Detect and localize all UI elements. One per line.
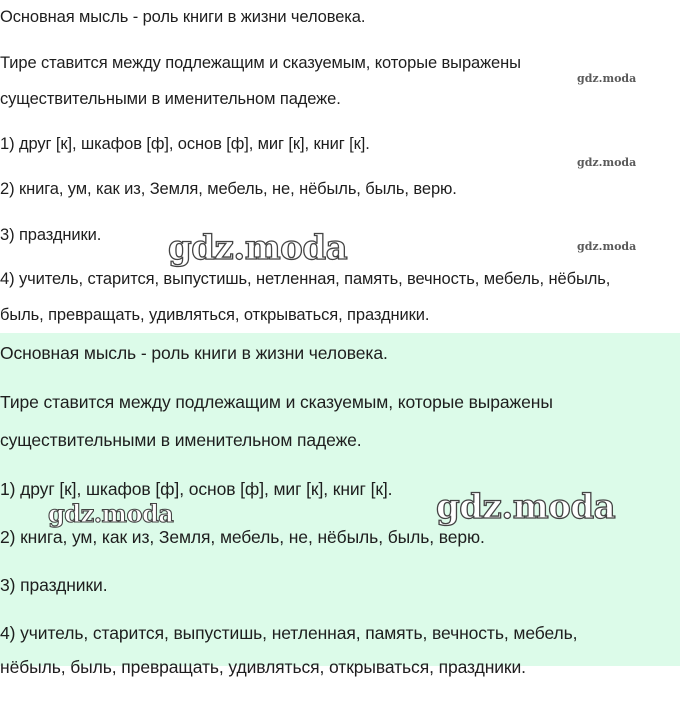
watermark-large: gdz.moda: [436, 487, 616, 527]
watermark-small: gdz.moda: [577, 156, 637, 169]
answer-item-3: 3) праздники.: [0, 575, 108, 595]
answer-item-3: 3) праздники.: [0, 226, 102, 244]
answer-block-1: [0, 0, 680, 333]
answer-item-2: 2) книга, ум, как из, Земля, мебель, не, нёбыль, быль, верю.: [0, 180, 457, 198]
main-idea-line: Основная мысль - роль книги в жизни человека.: [0, 8, 366, 26]
watermark-large: gdz.moda: [168, 228, 348, 268]
answer-item-4: 4) учитель, старится, выпустишь, нетленная, память, вечность, мебель, нёбыль,: [0, 270, 611, 288]
watermark-small: gdz.moda: [577, 72, 637, 85]
dash-rule-line: Тире ставится между подлежащим и сказуемым, которые выражены: [0, 54, 521, 72]
answer-item-4: 4) учитель, старится, выпустишь, нетленная, память, вечность, мебель,: [0, 623, 578, 643]
answer-item-1: 1) друг [к], шкафов [ф], основ [ф], миг [к], книг [к].: [0, 479, 393, 499]
main-idea-line: Основная мысль - роль книги в жизни человека.: [0, 343, 388, 363]
answer-item-4-cont: нёбыль, быль, превращать, удивляться, открываться, праздники.: [0, 657, 526, 677]
answer-item-2: 2) книга, ум, как из, Земля, мебель, не, нёбыль, быль, верю.: [0, 527, 485, 547]
answer-item-4-cont: быль, превращать, удивляться, открываться, праздники.: [0, 306, 430, 324]
dash-rule-line-cont: существительными в именительном падеже.: [0, 90, 341, 108]
dash-rule-line: Тире ставится между подлежащим и сказуемым, которые выражены: [0, 392, 553, 412]
dash-rule-line-cont: существительными в именительном падеже.: [0, 430, 362, 450]
watermark-medium: gdz.moda: [48, 499, 174, 528]
answer-item-1: 1) друг [к], шкафов [ф], основ [ф], миг [к], книг [к].: [0, 135, 370, 153]
answer-block-2: [0, 333, 680, 677]
watermark-small: gdz.moda: [577, 240, 637, 253]
